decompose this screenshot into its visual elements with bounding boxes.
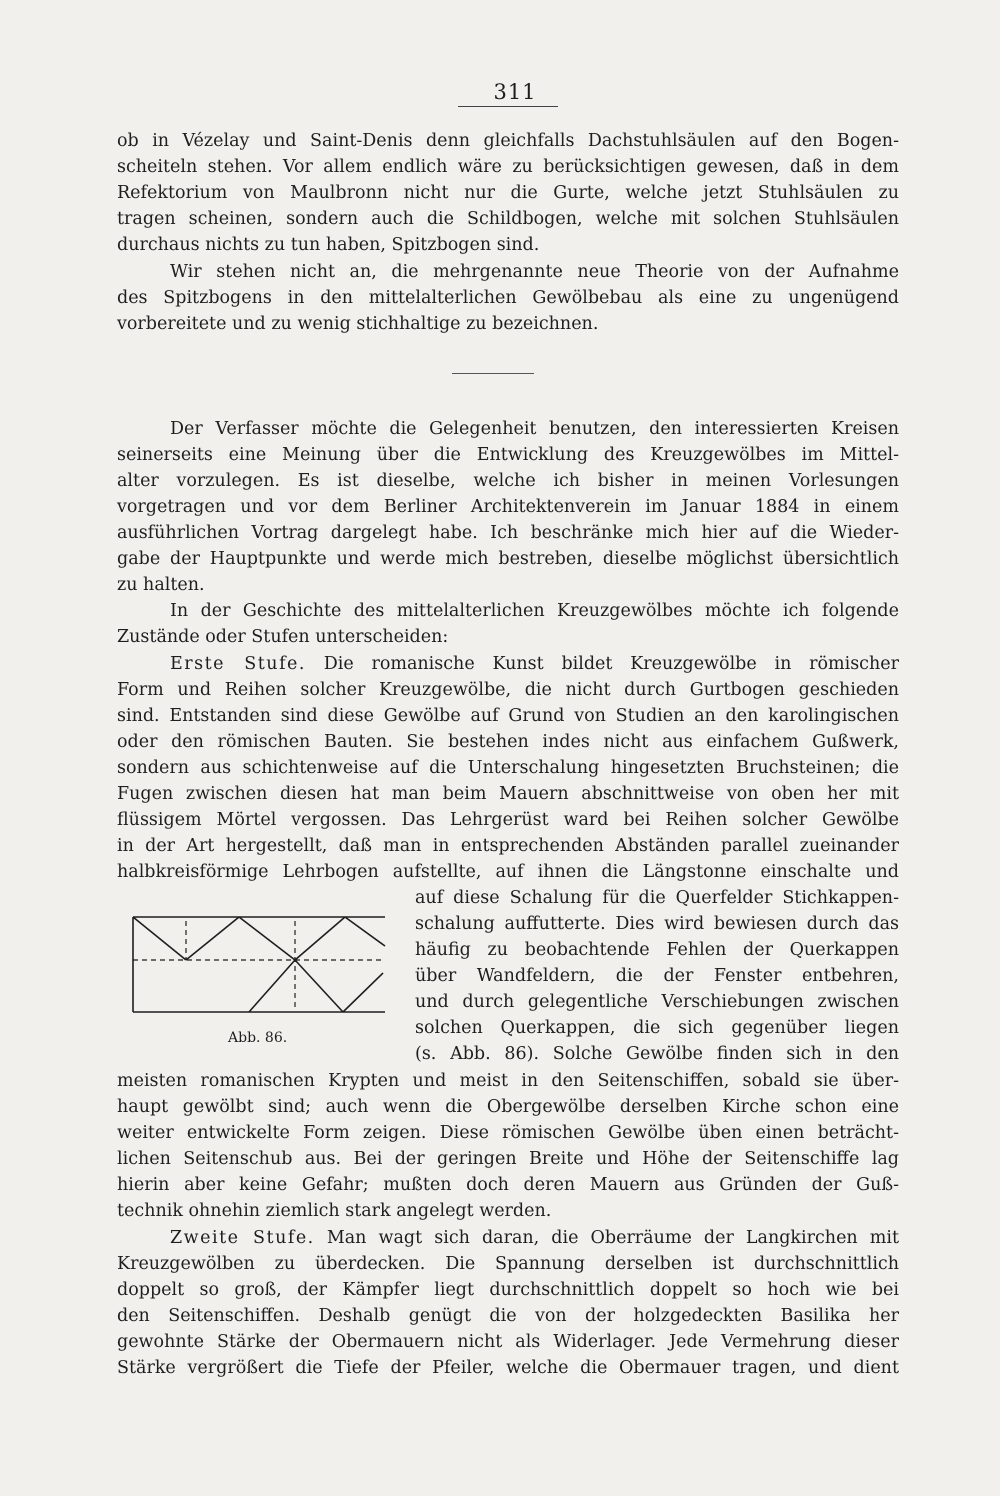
text-line: oder den römischen Bauten. Sie bestehen indes nicht aus einfachem Gußwerk, — [117, 732, 899, 752]
text-line: auf diese Schalung für die Querfelder Stichkappen- — [415, 888, 899, 908]
vault-rib — [239, 917, 295, 960]
text-line: doppelt so groß, der Kämpfer liegt durchschnittlich doppelt so hoch wie bei — [117, 1280, 899, 1300]
text-line: Form und Reihen solcher Kreuzgewölbe, die nicht durch Gurtbogen geschieden — [117, 680, 899, 700]
stage-label: Zweite Stufe. — [170, 1228, 315, 1248]
text-line: Wir stehen nicht an, die mehrgenannte neue Theorie von der Aufnahme — [170, 262, 899, 282]
text-line: häufig zu beobachtende Fehlen der Querkappen — [415, 940, 899, 960]
vault-diagram — [131, 913, 391, 1018]
text-line: ob in Vézelay und Saint-Denis denn gleichfalls Dachstuhlsäulen auf den Bogen- — [117, 131, 899, 151]
text-line: flüssigem Mörtel vergossen. Das Lehrgerüst ward bei Reihen solcher Gewölbe — [117, 810, 899, 830]
text-line: gewohnte Stärke der Obermauern nicht als Widerlager. Jede Vermehrung dieser — [117, 1332, 899, 1352]
text-line: (s. Abb. 86). Solche Gewölbe finden sich in den — [415, 1044, 899, 1064]
stage-label: Erste Stufe. — [170, 654, 306, 674]
text-line: über Wandfeldern, die der Fenster entbehren, — [415, 966, 899, 986]
text-line: vorgetragen und vor dem Berliner Architektenverein im Januar 1884 in einem — [117, 497, 899, 517]
line-text: Die romanische Kunst bildet Kreuzgewölbe in römischer — [323, 654, 899, 674]
figure-caption: Abb. 86. — [228, 1030, 288, 1046]
text-line: in der Art hergestellt, daß man in entsprechenden Abständen parallel zueinander — [117, 836, 899, 856]
vault-rib — [343, 973, 383, 1012]
text-line: scheiteln stehen. Vor allem endlich wäre zu berücksichtigen gewesen, daß in dem — [117, 157, 899, 177]
text-line: ausführlichen Vortrag dargelegt habe. Ich beschränke mich hier auf die Wieder- — [117, 523, 899, 543]
text-line: durchaus nichts zu tun haben, Spitzbogen sind. — [117, 235, 540, 255]
text-line: lichen Seitenschub aus. Bei der geringen Breite und Höhe der Seitenschiffe lag — [117, 1149, 899, 1169]
text-line: alter vorzulegen. Es ist dieselbe, welche ich bisher in meinen Vorlesungen — [117, 471, 899, 491]
vault-rib — [249, 960, 295, 1012]
text-line: sind. Entstanden sind diese Gewölbe auf Grund von Studien an den karolingischen — [117, 706, 899, 726]
text-line: Zustände oder Stufen unterscheiden: — [117, 627, 449, 647]
vault-rib — [295, 960, 343, 1012]
vault-rib — [133, 917, 186, 960]
vault-rib — [295, 917, 345, 960]
vault-rib — [186, 917, 239, 960]
vault-rib — [345, 917, 385, 946]
text-line: weiter entwickelte Form zeigen. Diese römischen Gewölbe üben einen beträcht- — [117, 1123, 899, 1143]
text-line: hierin aber keine Gefahr; mußten doch deren Mauern aus Gründen der Guß- — [117, 1175, 899, 1195]
text-line: tragen scheinen, sondern auch die Schildbogen, welche mit solchen Stuhlsäulen — [117, 209, 899, 229]
text-line — [170, 651, 899, 677]
text-line: gabe der Hauptpunkte und werde mich bestreben, dieselbe möglichst übersichtlich — [117, 549, 899, 569]
text-line: technik ohnehin ziemlich stark angelegt werden. — [117, 1201, 552, 1221]
text-line: zu halten. — [117, 575, 205, 595]
page-number-rule — [458, 106, 558, 107]
text-line: In der Geschichte des mittelalterlichen Kreuzgewölbes möchte ich folgende — [170, 601, 899, 621]
text-line: Stärke vergrößert die Tiefe der Pfeiler, welche die Obermauer tragen, und dient — [117, 1358, 899, 1378]
text-line: halbkreisförmige Lehrbogen aufstellte, auf ihnen die Längstonne einschalte und — [117, 862, 899, 882]
text-line: vorbereitete und zu wenig stichhaltige zu bezeichnen. — [117, 314, 599, 334]
page-number: 311 — [493, 80, 537, 104]
text-line: Fugen zwischen diesen hat man beim Mauern abschnittweise von oben her mit — [117, 784, 899, 804]
text-line: den Seitenschiffen. Deshalb genügt die von der holzgedeckten Basilika her — [117, 1306, 899, 1326]
text-line: Der Verfasser möchte die Gelegenheit benutzen, den interessierten Kreisen — [170, 419, 899, 439]
text-line: seinerseits eine Meinung über die Entwicklung des Kreuzgewölbes im Mittel- — [117, 445, 899, 465]
text-line: meisten romanischen Krypten und meist in den Seitenschiffen, sobald sie über- — [117, 1071, 899, 1091]
text-line: Kreuzgewölben zu überdecken. Die Spannung derselben ist durchschnittlich — [117, 1254, 899, 1274]
text-line — [170, 1225, 899, 1251]
text-line: Refektorium von Maulbronn nicht nur die Gurte, welche jetzt Stuhlsäulen zu — [117, 183, 899, 203]
text-line: haupt gewölbt sind; auch wenn die Obergewölbe derselben Kirche schon eine — [117, 1097, 899, 1117]
text-line: sondern aus schichtenweise auf die Unterschalung hingesetzten Bruchsteinen; die — [117, 758, 899, 778]
text-line: schalung auffutterte. Dies wird bewiesen durch das — [415, 914, 899, 934]
text-line: solchen Querkappen, die sich gegenüber liegen — [415, 1018, 899, 1038]
text-line: und durch gelegentliche Verschiebungen zwischen — [415, 992, 899, 1012]
section-separator — [452, 373, 534, 374]
text-line: des Spitzbogens in den mittelalterlichen Gewölbebau als eine zu ungenügend — [117, 288, 899, 308]
line-text: Man wagt sich daran, die Oberräume der Langkirchen mit — [326, 1228, 899, 1248]
